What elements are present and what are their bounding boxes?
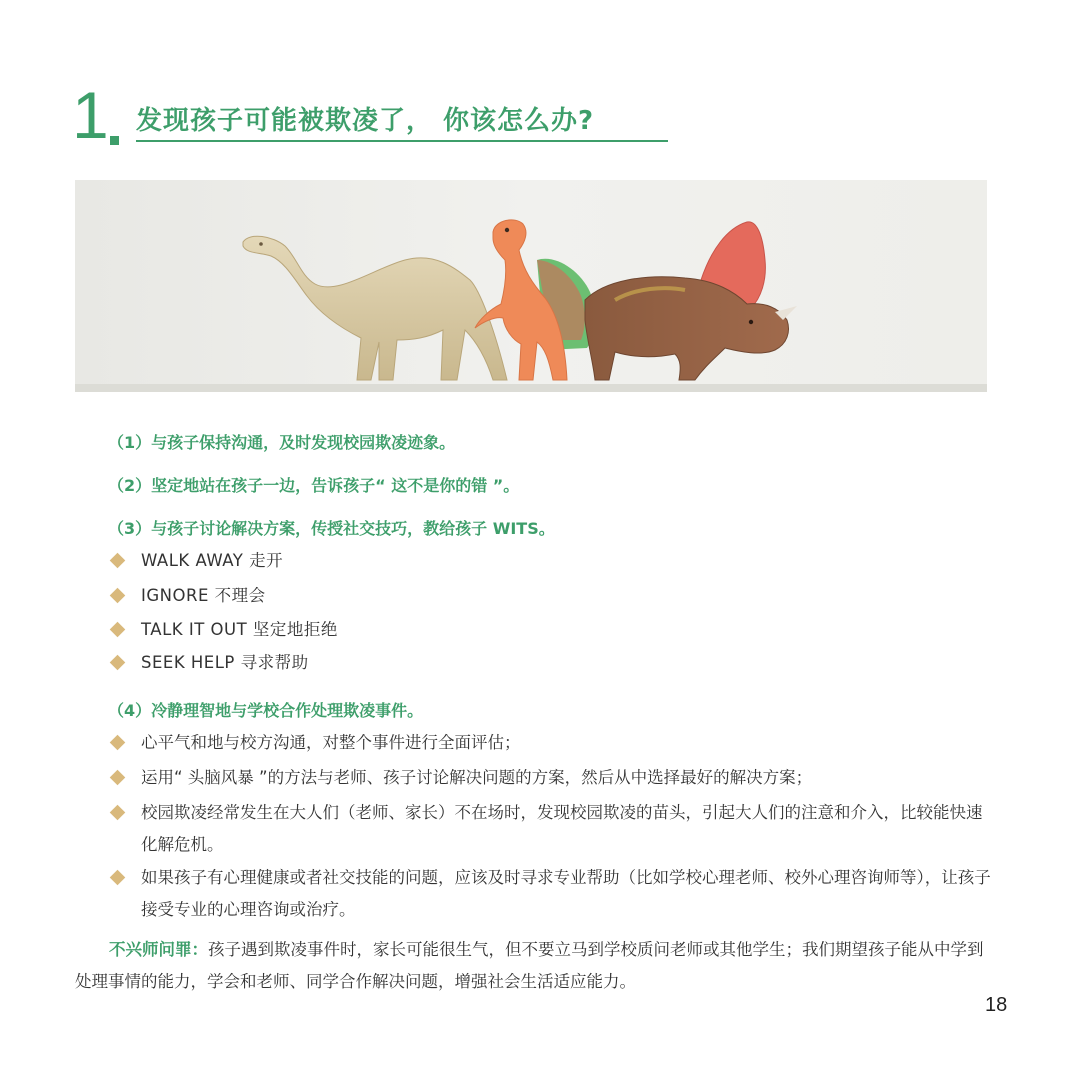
diamond-bullet-icon	[110, 770, 126, 786]
note-label: 不兴师问罪：	[109, 940, 208, 959]
diamond-bullet-icon	[110, 870, 126, 886]
diamond-bullet-icon	[110, 588, 126, 604]
section-3-heading: （3）与孩子讨论解决方案，传授社交技巧，教给孩子 WITS。	[108, 519, 555, 538]
heading-title: 发现孩子可能被欺凌了， 你该怎么办?	[136, 106, 595, 136]
bullet-text: IGNORE 不理会	[141, 586, 266, 605]
section-4-heading: （4）冷静理智地与学校合作处理欺凌事件。	[108, 701, 424, 720]
bullet-text: 如果孩子有心理健康或者社交技能的问题，应该及时寻求专业帮助（比如学校心理老师、校外心理咨询师等），让孩子接受专业的心理咨询或治疗。	[141, 868, 991, 919]
diamond-bullet-icon	[110, 655, 126, 671]
section-1-heading: （1）与孩子保持沟通，及时发现校园欺凌迹象。	[108, 433, 456, 452]
diamond-bullet-icon	[110, 735, 126, 751]
wooden-dinosaur-toys-photo	[75, 180, 987, 392]
diamond-bullet-icon	[110, 553, 126, 569]
closing-note	[75, 934, 990, 998]
heading-underline	[136, 140, 668, 142]
diamond-bullet-icon	[110, 805, 126, 821]
heading-number: 1	[72, 78, 109, 152]
bullet-text: TALK IT OUT 坚定地拒绝	[141, 620, 338, 639]
bullet-text: WALK AWAY 走开	[141, 551, 284, 570]
diamond-bullet-icon	[110, 622, 126, 638]
page-number: 18	[985, 994, 1008, 1016]
section-heading	[72, 78, 672, 152]
section-2-heading: （2）坚定地站在孩子一边，告诉孩子“ 这不是你的错 ”。	[108, 476, 520, 495]
bullet-text: 心平气和地与校方沟通，对整个事件进行全面评估；	[141, 733, 521, 752]
note-text: 孩子遇到欺凌事件时，家长可能很生气，但不要立马到学校质问老师或其他学生；我们期望孩子能从中学到处理事情的能力，学会和老师、同学合作解决问题，增强社会生活适应能力。	[75, 940, 984, 991]
bullet-text: SEEK HELP 寻求帮助	[141, 653, 309, 672]
dinosaur-illustration	[75, 180, 987, 392]
bullet-text: 校园欺凌经常发生在大人们（老师、家长）不在场时，发现校园欺凌的苗头，引起大人们的注意和介入，比较能快速化解危机。	[141, 803, 983, 854]
heading-number-dot	[110, 136, 119, 145]
bullet-text: 运用“ 头脑风暴 ”的方法与老师、孩子讨论解决问题的方案，然后从中选择最好的解决方案；	[141, 768, 813, 787]
